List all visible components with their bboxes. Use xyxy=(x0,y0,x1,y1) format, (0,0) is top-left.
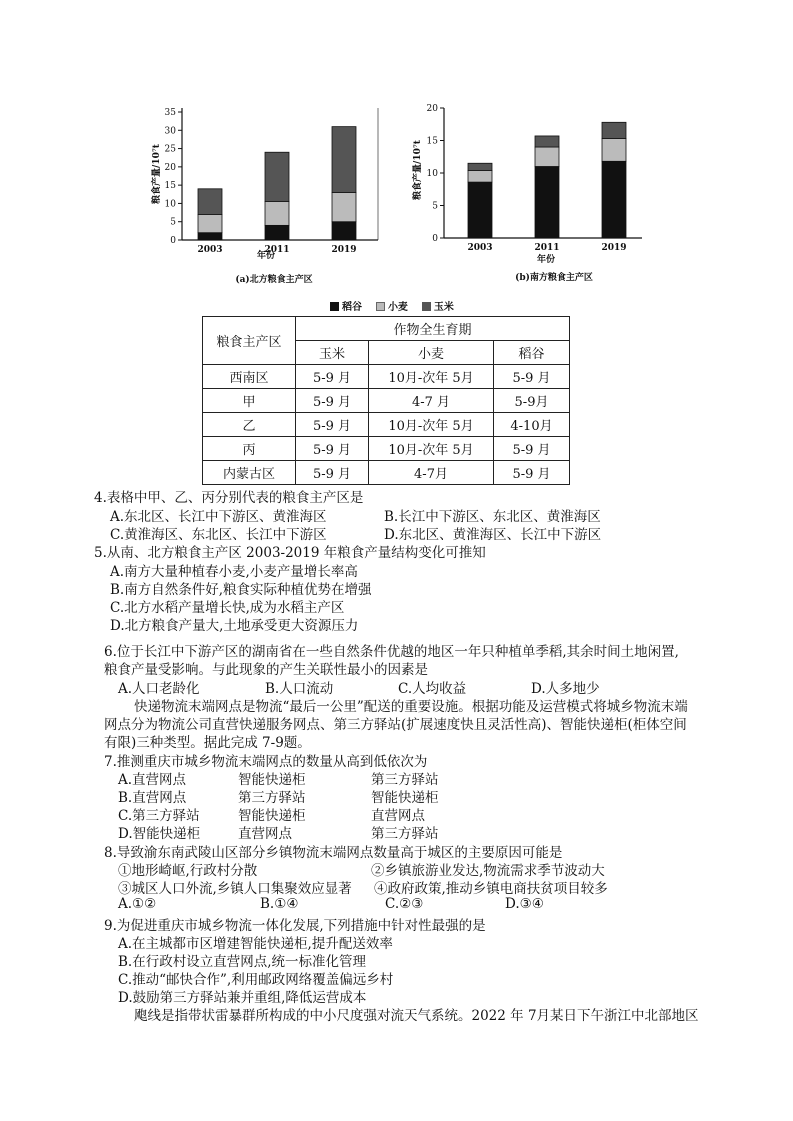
q8-item-3: ③城区人口外流,乡镇人口集聚效应显著 xyxy=(118,881,352,897)
table-cell: 10月-次年 5月 xyxy=(369,365,494,389)
y-tick-label: 10 xyxy=(426,169,438,179)
table-cell: 内蒙古区 xyxy=(203,461,296,485)
y-tick-label: 15 xyxy=(164,181,176,192)
q7-a-3: 第三方驿站 xyxy=(371,772,439,788)
q9-option-a: A.在主城都市区增建智能快递柜,提升配送效率 xyxy=(118,936,393,952)
table-cell: 乙 xyxy=(203,413,296,437)
table-cell: 5-9月 xyxy=(494,389,570,413)
q9-option-d: D.鼓励第三方驿站兼并重组,降低运营成本 xyxy=(118,990,367,1006)
q6-option-c: C.人均收益 xyxy=(398,681,467,697)
legend-corn: 玉米 xyxy=(433,302,454,313)
table-cell: 西南区 xyxy=(203,365,296,389)
table-header-period: 作物全生育期 xyxy=(296,317,570,341)
legend-wheat: 小麦 xyxy=(387,302,408,313)
y-tick-label: 15 xyxy=(426,136,438,147)
legend-swatch-corn xyxy=(422,302,431,311)
q7-c-1: C.第三方驿站 xyxy=(118,808,200,824)
table-cell: 5-9 月 xyxy=(296,437,369,461)
table-cell: 丙 xyxy=(203,437,296,461)
q7-a-2: 智能快递柜 xyxy=(238,772,306,788)
q8-item-1: ①地形崎岖,行政村分散 xyxy=(118,863,258,879)
chart-north xyxy=(150,100,390,295)
x-tick-label: 2019 xyxy=(331,245,357,255)
bar-2019-2 xyxy=(332,127,356,193)
table-cell: 4-7月 xyxy=(369,461,494,485)
x-tick-label: 2011 xyxy=(264,245,290,255)
bar-2003-0 xyxy=(198,233,222,240)
table-col-corn: 玉米 xyxy=(296,341,369,365)
y-tick-label: 30 xyxy=(164,126,176,137)
table-cell: 甲 xyxy=(203,389,296,413)
legend-swatch-rice xyxy=(330,302,339,311)
bar-2011-0 xyxy=(535,167,559,239)
table-row xyxy=(203,413,570,437)
x-tick-label: 2019 xyxy=(601,243,627,253)
table-cell: 5-9 月 xyxy=(296,365,369,389)
q7-b-2: 第三方驿站 xyxy=(238,790,306,806)
q7-c-3: 直营网点 xyxy=(371,808,425,824)
chart-south xyxy=(410,100,650,295)
q4-stem: 4.表格中甲、乙、丙分别代表的粮食主产区是 xyxy=(94,490,364,506)
chart-a-title: (a)北方粮食主产区 xyxy=(235,275,313,285)
table-col-rice: 稻谷 xyxy=(494,341,570,365)
y-tick-label: 10 xyxy=(164,199,176,210)
q7-b-3: 智能快递柜 xyxy=(371,790,439,806)
passage1-line2: 网点分为物流公司直营快递服务网点、第三方驿站(扩展速度快且灵活性高)、智能快递柜(柜体空间 xyxy=(104,717,687,733)
passage1-line3: 有限)三种类型。据此完成 7-9题。 xyxy=(104,735,311,751)
q8-option-d: D.③④ xyxy=(505,896,544,912)
x-tick-label: 2003 xyxy=(467,243,493,253)
q7-a-1: A.直营网点 xyxy=(118,772,187,788)
q5-option-c: C.北方水稻产量增长快,成为水稻主产区 xyxy=(110,600,345,616)
x-tick-label: 2003 xyxy=(197,245,223,255)
bar-2003-2 xyxy=(198,189,222,215)
chart-b-xlabel: 年份 xyxy=(536,255,556,265)
table-cell: 10月-次年 5月 xyxy=(369,437,494,461)
bar-2019-1 xyxy=(602,139,626,162)
table-row xyxy=(203,389,570,413)
table-row xyxy=(203,437,570,461)
table-cell: 4-10月 xyxy=(494,413,570,437)
table-row xyxy=(203,365,570,389)
q7-stem: 7.推测重庆市城乡物流末端网点的数量从高到低依次为 xyxy=(104,754,428,770)
bar-2019-0 xyxy=(602,161,626,238)
passage1-line1: 快递物流末端网点是物流“最后一公里”配送的重要设施。根据功能及运营模式将城乡物流末端 xyxy=(134,699,688,715)
q7-d-1: D.智能快递柜 xyxy=(118,826,201,842)
q9-option-c: C.推动“邮快合作”,利用邮政网络覆盖偏远乡村 xyxy=(118,972,394,988)
bar-2003-0 xyxy=(468,182,492,238)
bar-2011-1 xyxy=(535,147,559,167)
q4-option-c: C.黄淮海区、东北区、长江中下游区 xyxy=(110,527,327,543)
chart-legend xyxy=(330,298,454,313)
chart-a-ylabel: 粮食产量/10⁷t xyxy=(152,144,162,204)
table-col-wheat: 小麦 xyxy=(369,341,494,365)
q4-option-d: D.东北区、黄淮海区、长江中下游区 xyxy=(384,527,602,543)
q8-option-b: B.①④ xyxy=(260,896,299,912)
chart-b-title: (b)南方粮食主产区 xyxy=(515,273,593,283)
chart-a-xlabel: 年份 xyxy=(256,251,276,261)
q7-c-2: 智能快递柜 xyxy=(238,808,306,824)
table-cell: 5-9 月 xyxy=(296,413,369,437)
q5-option-a: A.南方大量种植春小麦,小麦产量增长率高 xyxy=(110,564,358,580)
q7-d-2: 直营网点 xyxy=(238,826,292,842)
q9-option-b: B.在行政村设立直营网点,统一标准化管理 xyxy=(118,954,367,970)
q6-option-b: B.人口流动 xyxy=(265,681,334,697)
q4-option-b: B.长江中下游区、东北区、黄淮海区 xyxy=(384,509,601,525)
q8-option-a: A.①② xyxy=(118,896,157,912)
bar-2011-2 xyxy=(265,152,289,201)
q5-option-b: B.南方自然条件好,粮食实际种植优势在增强 xyxy=(110,582,372,598)
table-header-region: 粮食主产区 xyxy=(203,317,296,365)
q7-b-1: B.直营网点 xyxy=(118,790,187,806)
table-cell: 5-9 月 xyxy=(494,437,570,461)
q5-stem: 5.从南、北方粮食主产区 2003-2019 年粮食产量结构变化可推知 xyxy=(94,545,486,561)
passage2-line1: 飑线是指带状雷暴群所构成的中小尺度强对流天气系统。2022 年 7月某日下午浙江中北部地区 xyxy=(134,1008,699,1024)
y-tick-label: 35 xyxy=(164,108,176,118)
bar-2019-1 xyxy=(332,192,356,221)
x-tick-label: 2011 xyxy=(534,243,560,253)
table-cell: 5-9 月 xyxy=(494,461,570,485)
bar-2003-2 xyxy=(468,163,492,170)
y-tick-label: 5 xyxy=(432,201,438,212)
table-cell: 10月-次年 5月 xyxy=(369,413,494,437)
q4-option-a: A.东北区、长江中下游区、黄淮海区 xyxy=(110,509,327,525)
y-tick-label: 0 xyxy=(170,236,176,246)
table-cell: 5-9 月 xyxy=(296,461,369,485)
bar-2019-2 xyxy=(602,122,626,138)
q6-option-d: D.人多地少 xyxy=(531,681,600,697)
y-tick-label: 5 xyxy=(170,217,176,228)
q8-item-2: ②乡镇旅游业发达,物流需求季节波动大 xyxy=(371,863,605,879)
bar-2003-1 xyxy=(198,214,222,232)
q6-option-a: A.人口老龄化 xyxy=(118,681,200,697)
q6-stem-line2: 粮食产量受影响。与此现象的产生关联性最小的因素是 xyxy=(104,662,428,678)
q6-stem-line1: 6.位于长江中下游产区的湖南省在一些自然条件优越的地区一年只种植单季稻,其余时间土地闲置, xyxy=(104,644,679,660)
y-tick-label: 20 xyxy=(426,104,438,114)
legend-rice: 稻谷 xyxy=(342,302,362,313)
q8-stem: 8.导致渝东南武陵山区部分乡镇物流末端网点数量高于城区的主要原因可能是 xyxy=(104,845,563,861)
y-tick-label: 25 xyxy=(164,144,176,155)
table-cell: 5-9 月 xyxy=(494,365,570,389)
bar-2003-1 xyxy=(468,170,492,182)
q8-option-c: C.②③ xyxy=(385,896,424,912)
bar-2011-2 xyxy=(535,136,559,147)
table-cell: 4-7 月 xyxy=(369,389,494,413)
q9-stem: 9.为促进重庆市城乡物流一体化发展,下列措施中针对性最强的是 xyxy=(104,918,486,934)
chart-b-ylabel: 粮食产量/10⁷t xyxy=(413,140,423,200)
legend-swatch-wheat xyxy=(376,302,385,311)
table-cell: 5-9 月 xyxy=(296,389,369,413)
bar-2011-1 xyxy=(265,202,289,226)
q5-option-d: D.北方粮食产量大,土地承受更大资源压力 xyxy=(110,618,359,634)
y-tick-label: 0 xyxy=(432,234,438,244)
q8-item-4: ④政府政策,推动乡镇电商扶贫项目较多 xyxy=(374,881,608,897)
table-row xyxy=(203,461,570,485)
crop-period-table xyxy=(202,316,570,485)
bar-2019-0 xyxy=(332,222,356,240)
y-tick-label: 20 xyxy=(164,162,176,173)
bar-2011-0 xyxy=(265,225,289,240)
q7-d-3: 第三方驿站 xyxy=(371,826,439,842)
